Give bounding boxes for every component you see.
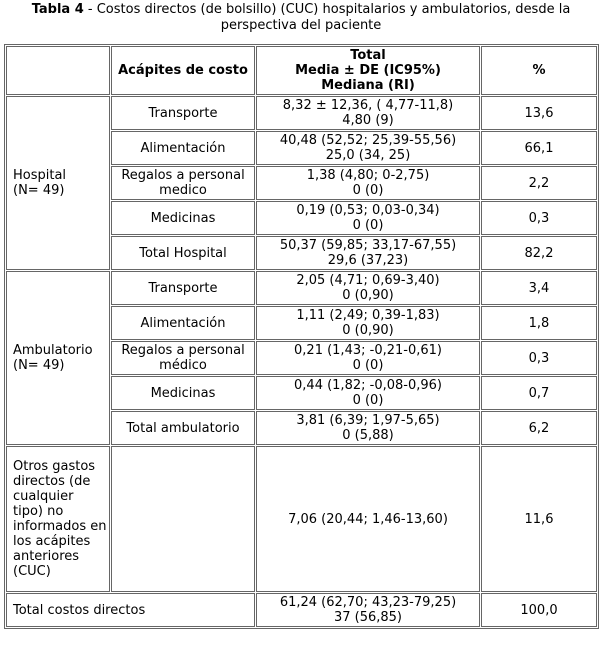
header-total-line2: Media ± DE (IC95%) — [295, 63, 441, 78]
table-row — [6, 271, 597, 305]
table-caption — [0, 2, 602, 34]
mean-value: 50,37 (59,85; 33,17-67,55) — [279, 238, 457, 253]
mean-value: 61,24 (62,70; 43,23-79,25) — [279, 595, 457, 610]
percent-cell: 6,2 — [481, 411, 597, 445]
total-cell — [256, 96, 480, 130]
header-percent: % — [481, 46, 597, 95]
median-value: 0 (0,90) — [342, 323, 394, 338]
percent-cell: 1,8 — [481, 306, 597, 340]
median-value: 0 (0) — [352, 393, 384, 408]
total-cell — [256, 593, 480, 627]
percent-cell: 82,2 — [481, 236, 597, 270]
percent-cell: 0,3 — [481, 201, 597, 235]
other-label: Otros gastos directos (de cualquier tipo) no informados en los acápites anteriores (CUC) — [6, 446, 110, 592]
other-percent: 11,6 — [481, 446, 597, 592]
item-cell: Regalos a personal médico — [111, 341, 255, 375]
group-n: (N= 49) — [13, 183, 65, 198]
item-cell: Transporte — [111, 96, 255, 130]
table-row-total — [6, 593, 597, 627]
mean-value: 2,05 (4,71; 0,69-3,40) — [296, 273, 440, 288]
item-cell: Transporte — [111, 271, 255, 305]
item-cell: Regalos a personal medico — [111, 166, 255, 200]
table-row — [6, 96, 597, 130]
caption-separator: - — [83, 2, 97, 17]
mean-value: 0,44 (1,82; -0,08-0,96) — [294, 378, 442, 393]
item-cell: Total Hospital — [111, 236, 255, 270]
median-value: 37 (56,85) — [333, 610, 403, 625]
header-total — [256, 46, 480, 95]
caption-text: Costos directos (de bolsillo) (CUC) hospitalarios y ambulatorios, desde la perspectiva del paciente — [96, 2, 571, 33]
median-value: 29,6 (37,23) — [327, 253, 409, 268]
mean-value: 3,81 (6,39; 1,97-5,65) — [296, 413, 440, 428]
total-cell — [256, 306, 480, 340]
total-label: Total costos directos — [6, 593, 255, 627]
header-total-line3: Mediana (RI) — [321, 78, 415, 93]
other-mean: 7,06 (20,44; 1,46-13,60) — [256, 446, 480, 592]
mean-value: 0,21 (1,43; -0,21-0,61) — [294, 343, 442, 358]
table-row-other — [6, 446, 597, 592]
group-label: Hospital — [13, 168, 67, 183]
group-label: Ambulatorio — [13, 343, 93, 358]
item-cell: Total ambulatorio — [111, 411, 255, 445]
median-value: 0 (5,88) — [342, 428, 394, 443]
percent-cell: 2,2 — [481, 166, 597, 200]
total-cell — [256, 341, 480, 375]
group-ambulatorio — [6, 271, 110, 445]
total-cell — [256, 271, 480, 305]
percent-cell: 3,4 — [481, 271, 597, 305]
total-cell — [256, 236, 480, 270]
mean-value: 8,32 ± 12,36, ( 4,77-11,8) — [282, 98, 454, 113]
header-row — [6, 46, 597, 95]
table-number: Tabla 4 — [31, 2, 84, 17]
total-cell — [256, 411, 480, 445]
median-value: 0 (0) — [352, 358, 384, 373]
item-cell: Medicinas — [111, 201, 255, 235]
other-empty-cell — [111, 446, 255, 592]
header-acapites: Acápites de costo — [111, 46, 255, 95]
group-n: (N= 49) — [13, 358, 65, 373]
percent-cell: 66,1 — [481, 131, 597, 165]
item-cell: Alimentación — [111, 131, 255, 165]
mean-value: 1,38 (4,80; 0-2,75) — [306, 168, 430, 183]
median-value: 0 (0) — [352, 183, 384, 198]
median-value: 0 (0,90) — [342, 288, 394, 303]
header-empty-cell — [6, 46, 110, 95]
mean-value: 1,11 (2,49; 0,39-1,83) — [296, 308, 440, 323]
header-total-line1: Total — [350, 48, 386, 63]
cost-table — [4, 44, 599, 629]
total-cell — [256, 201, 480, 235]
percent-cell: 0,7 — [481, 376, 597, 410]
median-value: 25,0 (34, 25) — [325, 148, 411, 163]
total-percent: 100,0 — [481, 593, 597, 627]
item-cell: Alimentación — [111, 306, 255, 340]
mean-value: 0,19 (0,53; 0,03-0,34) — [296, 203, 440, 218]
mean-value: 40,48 (52,52; 25,39-55,56) — [279, 133, 457, 148]
median-value: 0 (0) — [352, 218, 384, 233]
percent-cell: 0,3 — [481, 341, 597, 375]
median-value: 4,80 (9) — [342, 113, 394, 128]
item-cell: Medicinas — [111, 376, 255, 410]
total-cell — [256, 166, 480, 200]
group-hospital — [6, 96, 110, 270]
total-cell — [256, 376, 480, 410]
total-cell — [256, 131, 480, 165]
percent-cell: 13,6 — [481, 96, 597, 130]
